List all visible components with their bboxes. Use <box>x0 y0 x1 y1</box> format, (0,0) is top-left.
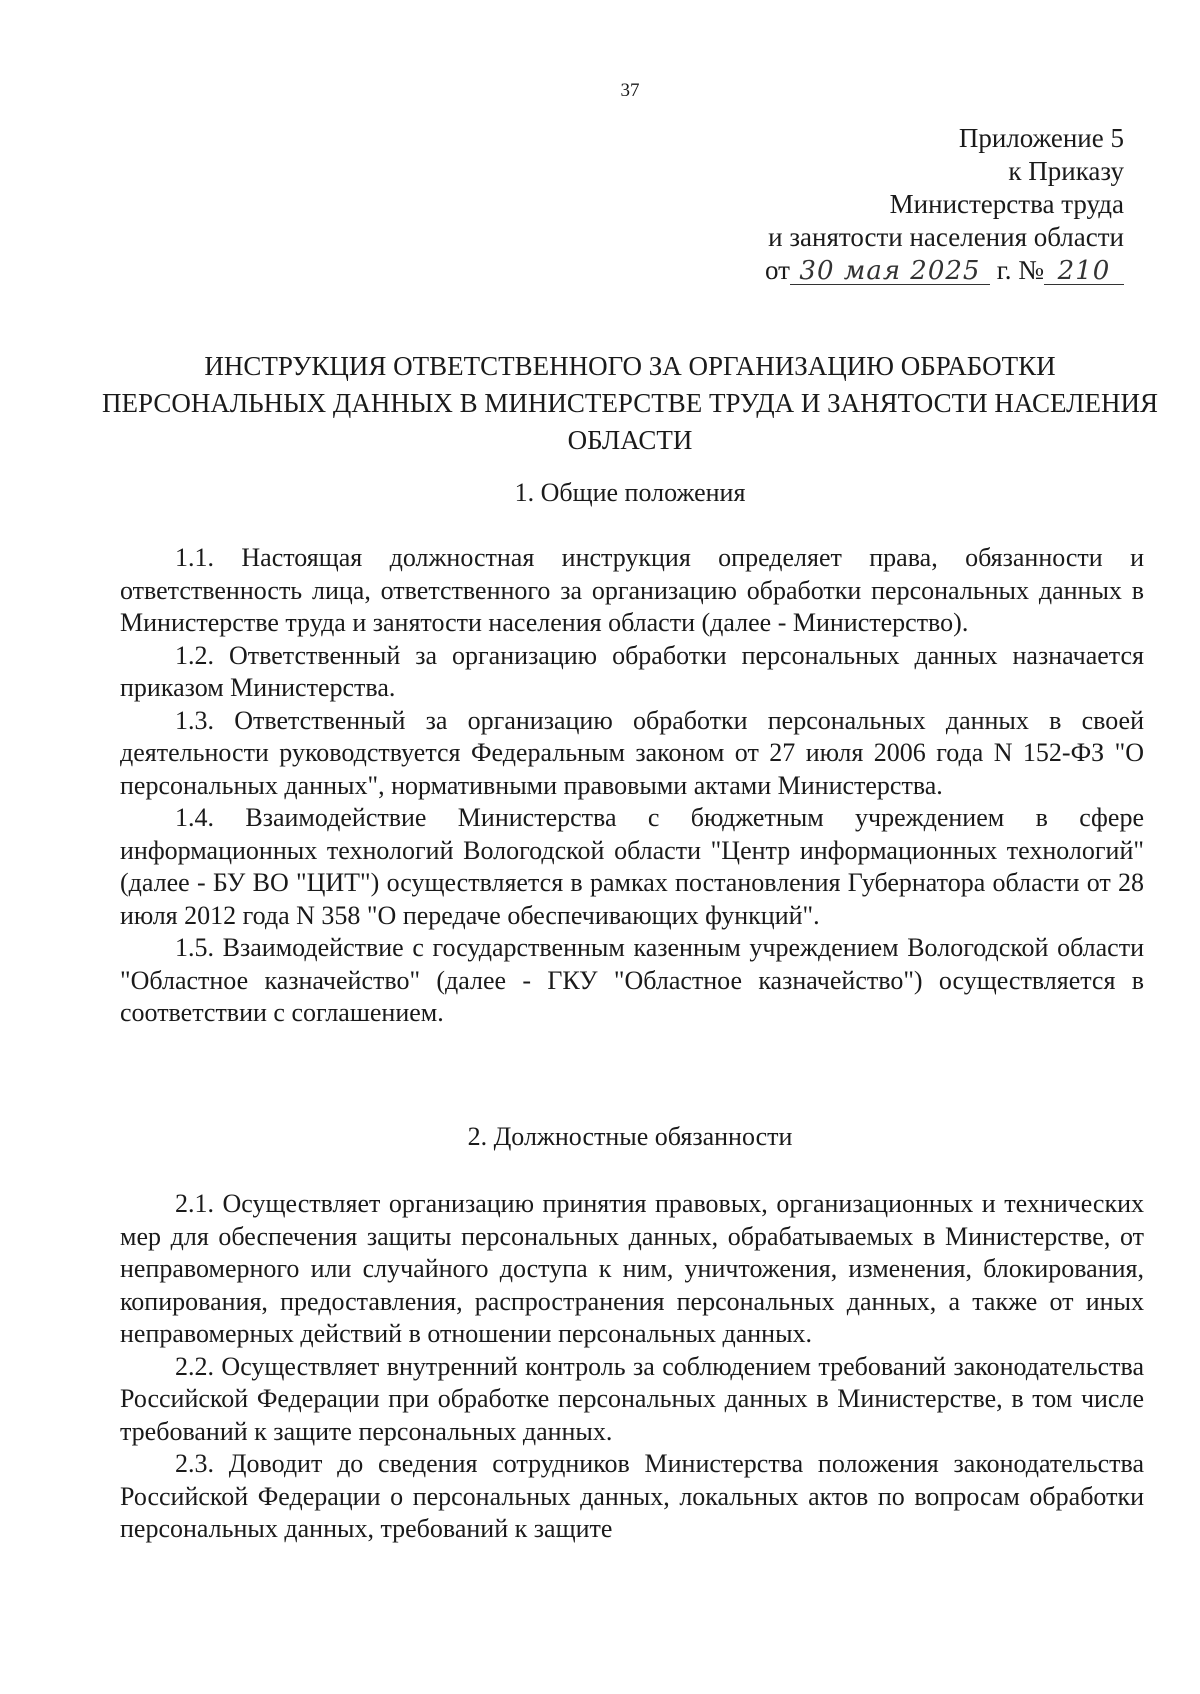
number-prefix: г. № <box>989 255 1044 285</box>
document-title: ИНСТРУКЦИЯ ОТВЕТСТВЕННОГО ЗА ОРГАНИЗАЦИЮ ОБРАБОТКИ ПЕРСОНАЛЬНЫХ ДАННЫХ В МИНИСТЕРСТВЕ ТРУДА И ЗАНЯТОСТИ НАСЕЛЕНИЯ ОБЛАСТИ <box>101 351 1158 455</box>
paragraph: 2.1. Осуществляет организацию принятия правовых, организационных и технических мер для обеспечения защиты персональных данных, обрабатываемых в Министерстве, от неправомерного или случайного доступа к ним, уничтожения, изменения, блокирования, копирования, предоставления, распространения персональных данных, а также от иных неправомерных действий в отношении персональных данных. <box>120 1189 1144 1348</box>
section-heading: 1. Общие положения <box>514 478 746 507</box>
handwritten-number: 210 <box>1044 258 1124 285</box>
date-prefix: от <box>765 255 790 285</box>
appendix-line: к Приказу <box>1008 156 1124 186</box>
paragraph: 1.2. Ответственный за организацию обработки персональных данных назначается приказом Министерства. <box>120 640 1144 702</box>
page-number: 37 <box>620 80 640 101</box>
paragraph: 1.1. Настоящая должностная инструкция определяет права, обязанности и ответственность лица, ответственного за организацию обработки персональных данных в Министерстве труда и занятости населения области (далее - Министерство). <box>120 543 1144 637</box>
appendix-line: Министерства труда <box>889 189 1124 219</box>
appendix-line: Приложение 5 <box>958 123 1124 153</box>
section-body <box>120 542 1144 1030</box>
appendix-line: и занятости населения области <box>768 222 1124 252</box>
section-heading: 2. Должностные обязанности <box>467 1122 793 1151</box>
paragraph: 1.3. Ответственный за организацию обработки персональных данных в своей деятельности руководствуется Федеральным законом от 27 июля 2006 года N 152-ФЗ "О персональных данных", нормативными правовыми актами Министерства. <box>120 705 1144 800</box>
paragraph: 1.4. Взаимодействие Министерства с бюджетным учреждением в сфере информационных технологий Вологодской области "Центр информационных технологий" (далее - БУ ВО "ЦИТ") осуществляется в рамках постановления Губернатора области от 28 июля 2012 года N 358 "О передаче обеспечивающих функций". <box>120 803 1144 930</box>
paragraph: 2.2. Осуществляет внутренний контроль за соблюдением требований законодательства Российской Федерации при обработке персональных данных в Министерстве, в том числе требований к защите персональных данных. <box>120 1351 1144 1446</box>
appendix-block <box>765 122 1124 287</box>
order-date-line <box>765 254 1124 287</box>
handwritten-date: 30 мая 2025 <box>790 258 990 285</box>
paragraph: 2.3. Доводит до сведения сотрудников Министерства положения законодательства Российской Федерации о персональных данных, локальных актов по вопросам обработки персональных данных, требований к защите <box>120 1449 1144 1543</box>
paragraph: 1.5. Взаимодействие с государственным казенным учреждением Вологодской области "Областное казначейство" (далее - ГКУ "Областное казначейство") осуществляется в соответствии с соглашением. <box>120 933 1144 1027</box>
section-body <box>120 1188 1144 1546</box>
